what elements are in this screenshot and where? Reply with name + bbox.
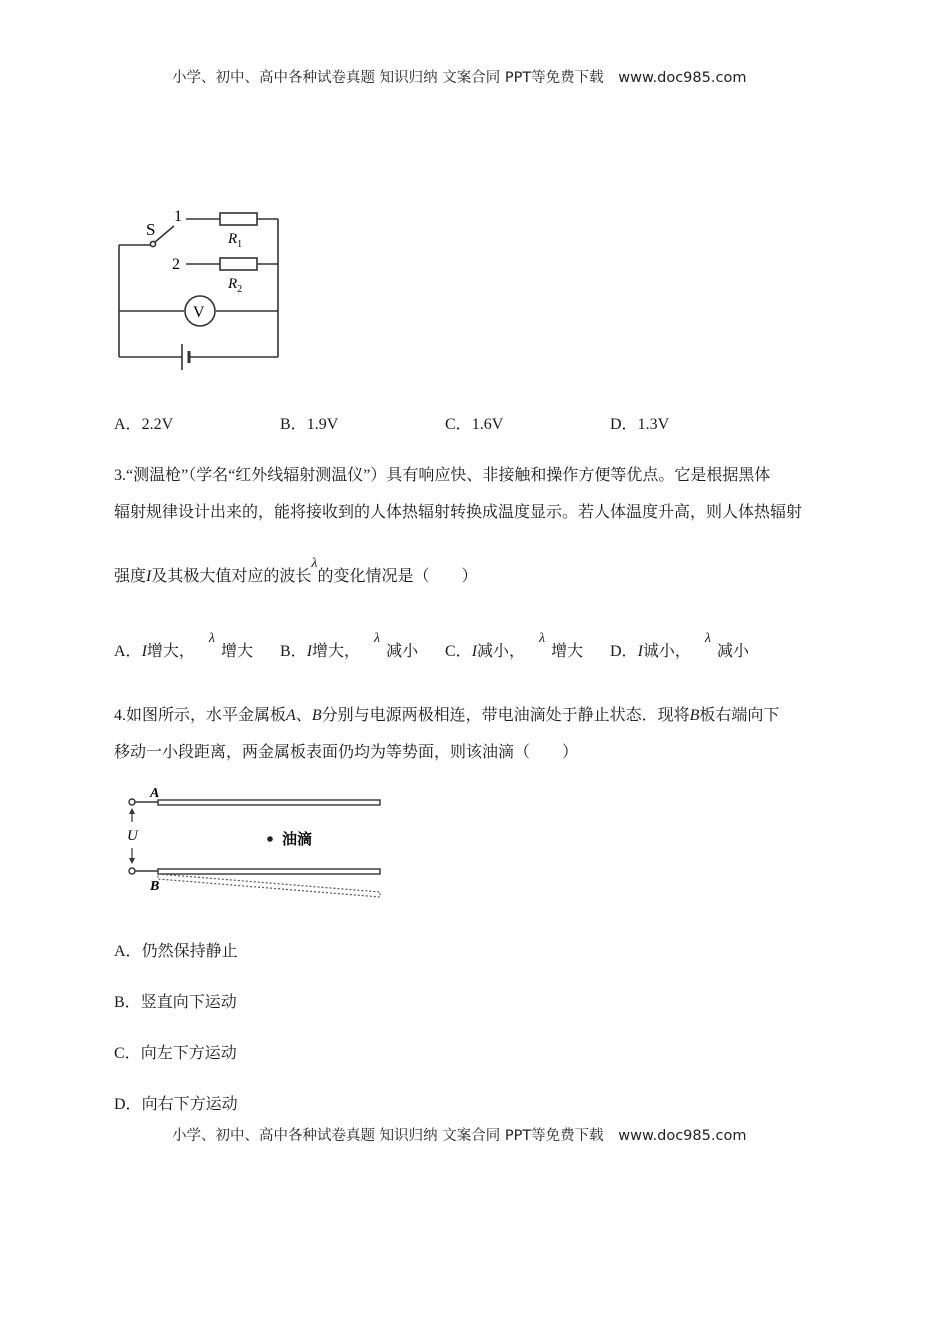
voltage-label: U (127, 828, 138, 844)
q4-option-d[interactable]: D．向右下方运动 (114, 1096, 238, 1113)
resistor-r1 (220, 213, 257, 225)
footer-banner-url[interactable]: www.doc985.com (618, 1128, 747, 1144)
r2-label: $R_2$ (228, 276, 243, 295)
terminal-b (129, 868, 135, 874)
q3-option-d[interactable]: D．I诚小，λ减小 (610, 631, 749, 660)
contact-2-label: 2 (172, 256, 180, 273)
voltmeter-label: V (193, 304, 205, 321)
q4-option-b[interactable]: B．竖直向下运动 (114, 994, 237, 1011)
contact-1-label: 1 (174, 208, 182, 225)
q4-option-a[interactable]: A．仍然保持静止 (114, 943, 238, 960)
q4-option-c[interactable]: C．向左下方运动 (114, 1045, 237, 1062)
q3-option-c[interactable]: C．I减小，λ增大 (445, 631, 584, 660)
footer-banner (172, 1124, 746, 1145)
q3-option-b[interactable]: B．I增大，λ减小 (280, 631, 419, 660)
plate-a (158, 800, 380, 805)
header-banner-text: 小学、初中、高中各种试卷真题 知识归纳 文案合同 PPT等免费下载 (172, 70, 604, 86)
plate-b-label: B (150, 879, 160, 894)
oil-drop-label: 油滴 (282, 832, 313, 848)
plate-b (158, 869, 380, 874)
q2-option-a[interactable]: A．2.2V (114, 416, 174, 433)
plate-a-label: A (150, 786, 160, 801)
resistor-r2 (220, 258, 257, 270)
q2-option-c[interactable]: C．1.6V (445, 416, 504, 433)
terminal-a (129, 799, 135, 805)
plate-b-moved (158, 874, 380, 897)
lambda-symbol: λ (311, 556, 318, 571)
r1-label: $R_1$ (228, 231, 243, 250)
q2-option-d[interactable]: D．1.3V (610, 416, 670, 433)
footer-banner-text: 小学、初中、高中各种试卷真题 知识归纳 文案合同 PPT等免费下载 (172, 1128, 604, 1144)
circuit-diagram (110, 200, 295, 375)
capacitor-diagram (118, 780, 388, 900)
oil-drop (267, 836, 273, 842)
q3-option-a[interactable]: A．I增大，λ增大 (114, 631, 253, 660)
q4-line-2: 移动一小段距离，两金属板表面仍均为等势面，则该油滴（ ） (114, 744, 579, 761)
q3-line-2: 辐射规律设计出来的，能将接收到的人体热辐射转换成温度显示。若人体温度升高，则人体热辐射 (114, 504, 803, 521)
header-banner-url[interactable]: www.doc985.com (618, 70, 747, 86)
switch-label: S (146, 220, 156, 239)
q3-line-1: 3.“测温枪”（学名“红外线辐射测温仪”）具有响应快、非接触和操作方便等优点。它是根据黑体 (114, 467, 771, 484)
q3-line-3: 强度I及其极大值对应的波长λ的变化情况是（ ） (114, 556, 478, 585)
header-banner (172, 66, 746, 87)
q4-line-1: 4.如图所示，水平金属板A、B分别与电源两极相连，带电油滴处于静止状态．现将B板右端向下 (114, 707, 780, 724)
q2-option-b[interactable]: B．1.9V (280, 416, 339, 433)
